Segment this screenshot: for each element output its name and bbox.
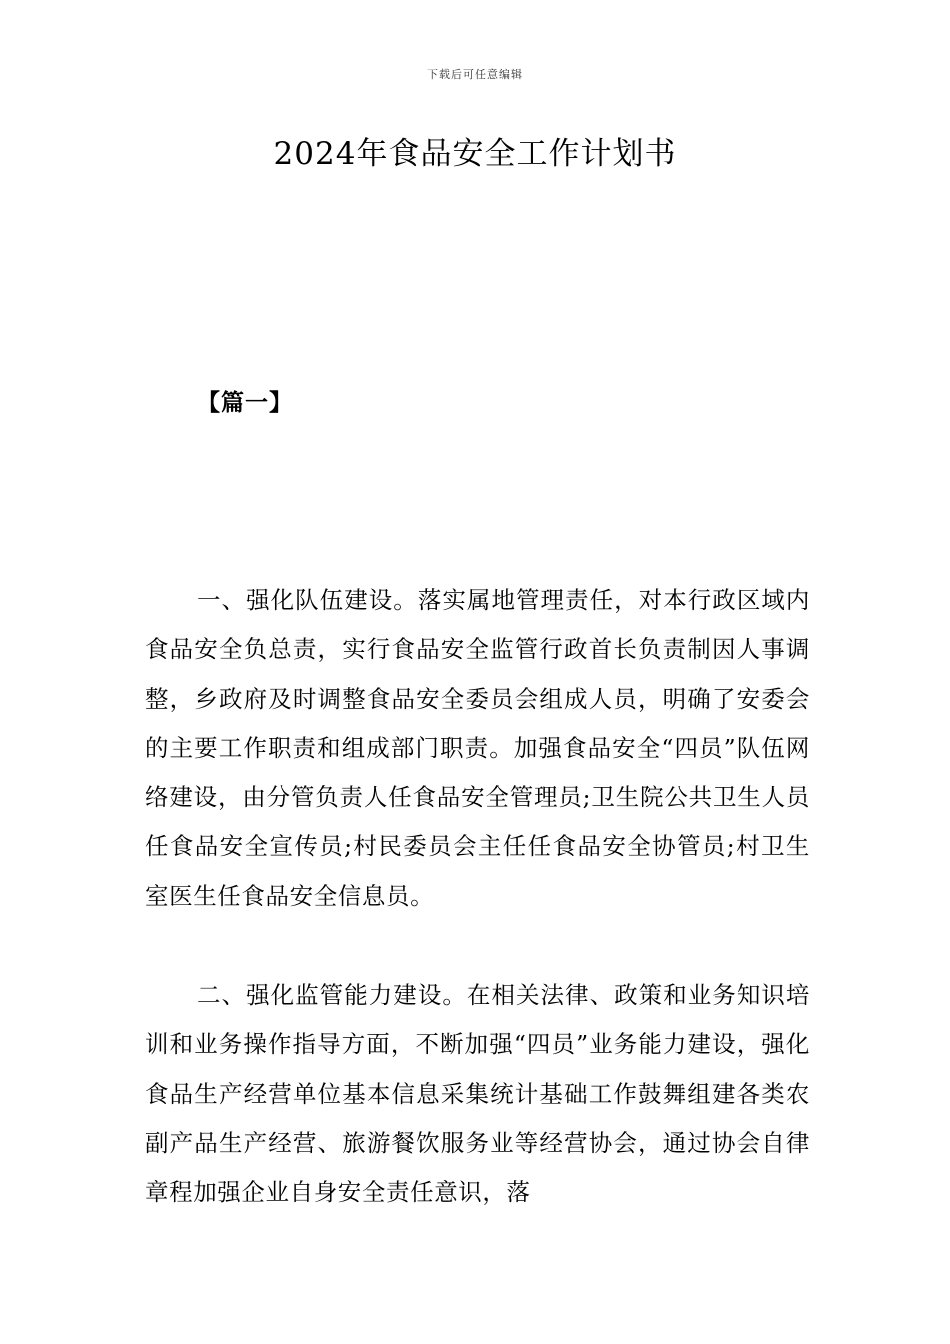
- section-label: 【篇一】: [197, 389, 293, 416]
- document-title: 2024年食品安全工作计划书: [273, 136, 677, 172]
- header-note: 下载后可任意编辑: [427, 68, 523, 81]
- paragraph-1: 一、强化队伍建设。落实属地管理责任，对本行政区域内食品安全负总责，实行食品安全监管行政首长负责制因人事调整，乡政府及时调整食品安全委员会组成人员，明确了安委会的主要工作职责和组成部门职责。加强食品安全“四员”队伍网络建设，由分管负责人任食品安全管理员;卫生院公共卫生人员任食品安全宣传员;村民委员会主任任食品安全协管员;村卫生室医生任食品安全信息员。: [145, 586, 810, 910]
- paragraph-2: 二、强化监管能力建设。在相关法律、政策和业务知识培训和业务操作指导方面，不断加强“四员”业务能力建设，强化食品生产经营单位基本信息采集统计基础工作鼓舞组建各类农副产品生产经营、旅游餐饮服务业等经营协会，通过协会自律章程加强企业自身安全责任意识，落: [145, 981, 810, 1207]
